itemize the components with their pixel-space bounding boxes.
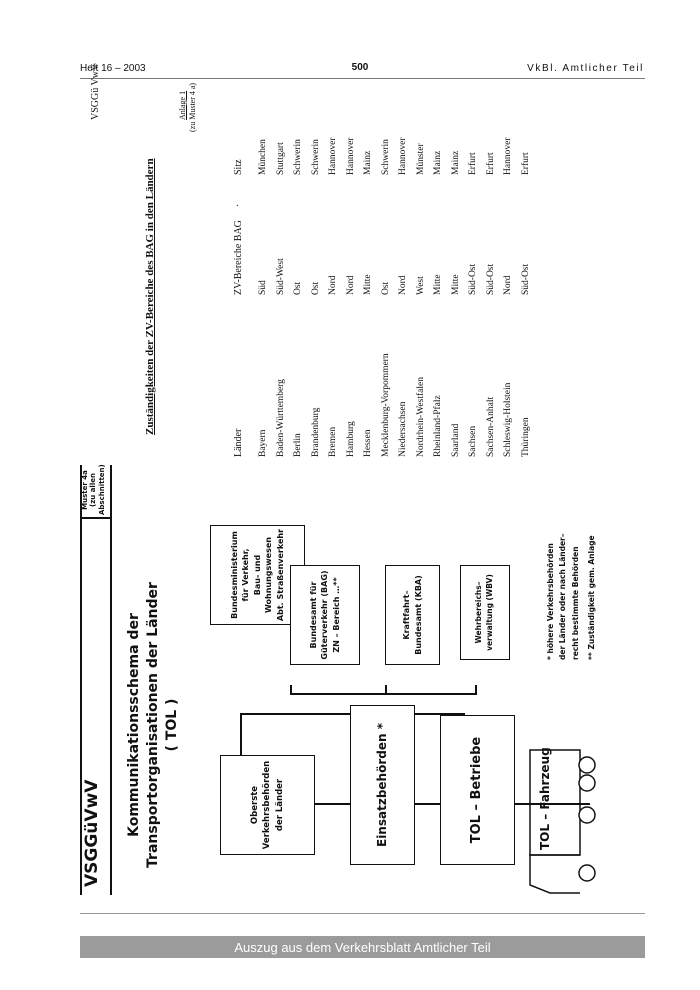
table-cell-sitz: Stuttgart	[275, 142, 286, 175]
table-cell-sitz: Schwerin	[293, 139, 303, 175]
publication-label: VkBl. Amtlicher Teil	[527, 63, 644, 74]
box-kba: Kraftfahrt– Bundesamt (KBA)	[385, 565, 440, 665]
box-wbv: Wehrbereichs– verwaltung (WBV)	[460, 565, 510, 660]
doc-ref: VSGGü VwV	[90, 63, 101, 120]
annex-title: Zuständigkeiten der ZV-Bereiche des BAG in den Ländern	[144, 158, 156, 435]
truck-label: TOL – Fahrzeug	[538, 747, 552, 850]
federal-tick-kba	[385, 685, 387, 695]
table-cell-bereich: Süd-West	[275, 258, 286, 295]
table-cell-bereich: West	[415, 276, 426, 295]
box-bundesministerium: Bundesministerium für Verkehr, Bau- und Wohnungswesen Abt. Straßenverkehr	[210, 525, 305, 625]
table-cell-land: Thüringen	[520, 417, 531, 457]
federal-connector	[290, 693, 475, 695]
table-cell-sitz: Erfurt	[520, 152, 531, 175]
table-cell-bereich: Ost	[310, 281, 321, 295]
table-cell-land: Berlin	[293, 433, 303, 457]
table-cell-sitz: München	[258, 139, 268, 175]
table-cell-bereich: Ost	[380, 281, 391, 295]
table-cell-sitz: Hannover	[503, 137, 513, 175]
table-cell-bereich: Süd-Ost	[520, 263, 531, 295]
column-header-sitz: Sitz	[233, 159, 244, 175]
table-cell-land: Schleswig-Holstein	[503, 382, 513, 457]
table-cell-bereich: Nord	[328, 275, 338, 295]
table-cell-sitz: Mainz	[433, 150, 443, 175]
column-header-laender: Länder	[233, 428, 244, 457]
muster-label: Muster 4a (zu allen Abschnitten)	[81, 464, 106, 515]
table-cell-land: Brandenburg	[310, 407, 321, 457]
table-cell-sitz: Schwerin	[310, 139, 321, 175]
table-cell-bereich: Nord	[345, 275, 356, 295]
table-cell-sitz: Mainz	[450, 150, 461, 175]
table-cell-bereich: Süd-Ost	[485, 263, 496, 295]
truck-graphic	[525, 745, 595, 895]
table-cell-land: Sachsen	[468, 425, 478, 457]
table-cell-sitz: Erfurt	[485, 152, 496, 175]
table-cell-sitz: Erfurt	[468, 152, 478, 175]
table-cell-sitz: Mainz	[363, 150, 373, 175]
table-cell-sitz: Hannover	[345, 137, 356, 175]
table-cell-land: Bremen	[328, 426, 338, 457]
table-cell-land: Hessen	[363, 429, 373, 457]
table-cell-land: Hamburg	[345, 421, 356, 457]
table-cell-land: Saarland	[450, 423, 461, 457]
federal-tick-wbv	[475, 685, 477, 695]
table-cell-bereich: Nord	[398, 275, 408, 295]
table-cell-sitz: Hannover	[328, 137, 338, 175]
table-cell-bereich: Süd	[258, 280, 268, 295]
diagram-code: VSGGüVwV	[82, 779, 102, 887]
muster-divider	[80, 517, 112, 519]
table-cell-land: Bayern	[258, 429, 268, 457]
column-separator: ·	[233, 203, 244, 207]
table-cell-bereich: Süd-Ost	[468, 263, 478, 295]
box-oberste-verkehrsbehoerden: Oberste Verkehrsbehörden der Länder	[220, 755, 315, 855]
table-cell-land: Sachsen-Anhalt	[485, 396, 496, 457]
table-cell-sitz: Hannover	[398, 137, 408, 175]
diagram-header-line	[110, 465, 112, 895]
column-header-bereich: ZV-Bereiche BAG	[233, 220, 244, 295]
footer-band: Auszug aus dem Verkehrsblatt Amtlicher Teil	[80, 936, 645, 958]
communication-diagram	[80, 465, 640, 895]
table-cell-bereich: Mitte	[433, 274, 443, 295]
diagram-notes: * höhere Verkehrsbehörden der Länder oder nach Länder– recht bestimmte Behörden ** Zuständigkeit gem. Anlage	[546, 533, 597, 660]
page-number: 500	[351, 62, 369, 73]
table-cell-bereich: Mitte	[450, 274, 461, 295]
box-bag: Bundesamt für Güterverkehr (BAG) ZN – Bereich …**	[290, 565, 360, 665]
footer-divider	[80, 913, 645, 914]
issue-label: Heft 16 – 2003	[80, 63, 146, 74]
diagram-title: Kommunikationsschema der Transportorganisationen der Länder ( TOL )	[126, 582, 180, 868]
federal-tick-bag	[290, 685, 292, 695]
table-cell-bereich: Nord	[503, 275, 513, 295]
table-cell-land: Rheinland-Pfalz	[433, 395, 443, 457]
table-cell-sitz: Schwerin	[380, 139, 391, 175]
table-cell-land: Baden-Württemberg	[275, 379, 286, 457]
box-tol-betriebe: TOL – Betriebe	[440, 715, 515, 865]
table-cell-sitz: Münster	[415, 143, 426, 175]
header-divider	[80, 78, 645, 79]
table-cell-bereich: Mitte	[363, 274, 373, 295]
table-cell-bereich: Ost	[293, 281, 303, 295]
annex-note: (zu Muster 4 a)	[188, 82, 197, 132]
box-einsatzbehoerden: Einsatzbehörden *	[350, 705, 415, 865]
table-cell-land: Nordrhein-Westfalen	[415, 377, 426, 457]
table-cell-land: Mecklenburg-Vorpommern	[380, 353, 391, 457]
annex-label: Anlage 1	[178, 90, 187, 120]
table-cell-land: Niedersachsen	[398, 401, 408, 457]
